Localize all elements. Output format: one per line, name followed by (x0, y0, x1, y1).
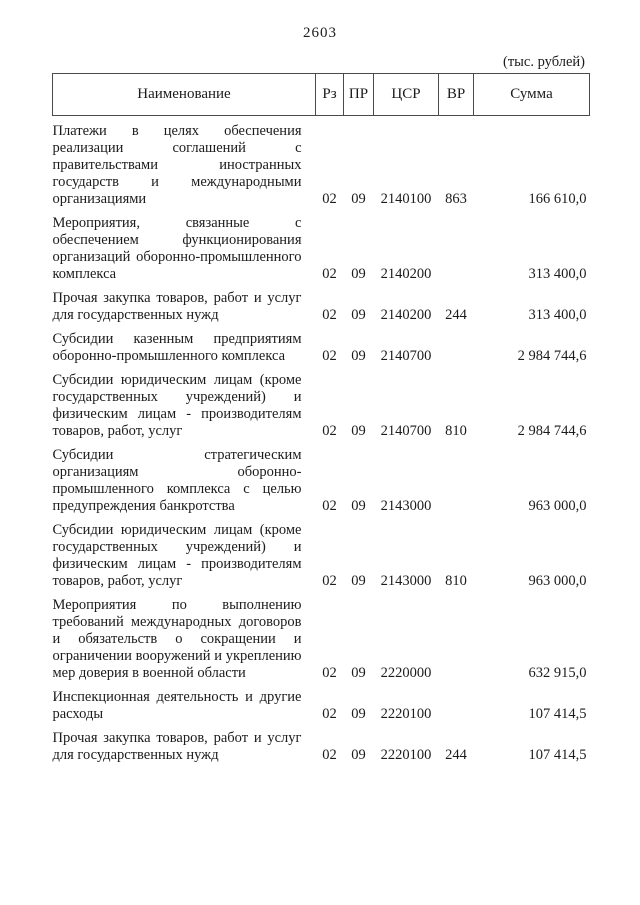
cell-vr: 244 (445, 747, 467, 763)
table-body (53, 116, 590, 765)
cell-summa: 313 400,0 (528, 307, 587, 323)
cell-name: Субсидии стратегическим организациям оборонно-промышленного комплекса с целью предупреждения банкротства (52, 447, 302, 514)
cell-name: Прочая закупка товаров, работ и услуг для государственных нужд (52, 730, 302, 763)
cell-summa: 107 414,5 (528, 747, 587, 763)
cell-pr: 09 (351, 706, 366, 722)
cell-summa: 963 000,0 (528, 498, 587, 514)
cell-pr: 09 (351, 191, 366, 207)
cell-name: Платежи в целях обеспечения реализации соглашений с правительствами иностранных государств и международными организациями (52, 123, 302, 207)
table-row (53, 116, 590, 209)
column-header-vr: ВР (439, 74, 474, 116)
cell-name: Мероприятия, связанные с обеспечением функционирования организаций оборонно-промышленного комплекса (52, 215, 302, 282)
cell-csr: 2140700 (380, 423, 432, 439)
cell-csr: 2220000 (380, 665, 432, 681)
cell-summa: 963 000,0 (528, 573, 587, 589)
table-header-row (53, 74, 590, 116)
cell-vr: 810 (445, 423, 467, 439)
cell-summa: 632 915,0 (528, 665, 587, 681)
budget-table (52, 73, 590, 764)
cell-pr: 09 (351, 423, 366, 439)
table-row (53, 208, 590, 283)
table-row (53, 324, 590, 365)
column-header-csr: ЦСР (374, 74, 439, 116)
cell-vr: 863 (445, 191, 467, 207)
cell-pr: 09 (351, 348, 366, 364)
cell-csr: 2140100 (380, 191, 432, 207)
cell-name: Прочая закупка товаров, работ и услуг для государственных нужд (52, 290, 302, 323)
table-header (53, 74, 590, 116)
table-row (53, 590, 590, 682)
cell-summa: 2 984 744,6 (517, 348, 587, 364)
cell-vr (439, 208, 474, 283)
column-header-summa: Сумма (474, 74, 590, 116)
cell-rz: 02 (322, 573, 337, 589)
cell-csr: 2140200 (380, 307, 432, 323)
table-row (53, 283, 590, 324)
cell-name: Субсидии казенным предприятиям оборонно-промышленного комплекса (52, 331, 302, 364)
cell-pr: 09 (351, 573, 366, 589)
cell-summa: 2 984 744,6 (517, 423, 587, 439)
cell-vr: 810 (445, 573, 467, 589)
cell-summa: 166 610,0 (528, 191, 587, 207)
table-row (53, 365, 590, 440)
cell-rz: 02 (322, 706, 337, 722)
cell-rz: 02 (322, 747, 337, 763)
table-row (53, 723, 590, 764)
page-number: 2603 (303, 25, 337, 41)
cell-summa: 107 414,5 (528, 706, 587, 722)
table-row (53, 682, 590, 723)
cell-vr (439, 440, 474, 515)
cell-name: Субсидии юридическим лицам (кроме государственных учреждений) и физическим лицам - производителям товаров, работ, услуг (52, 372, 302, 439)
cell-csr: 2220100 (380, 747, 432, 763)
cell-name: Мероприятия по выполнению требований международных договоров и обязательств о сокращении и ограничении вооружений и укреплению мер доверия в военной области (52, 597, 302, 681)
column-header-rz: Рз (316, 74, 344, 116)
units-label: (тыс. рублей) (503, 54, 585, 70)
cell-pr: 09 (351, 266, 366, 282)
cell-vr: 244 (445, 307, 467, 323)
cell-vr (439, 682, 474, 723)
cell-csr: 2140200 (380, 266, 432, 282)
cell-pr: 09 (351, 665, 366, 681)
cell-csr: 2143000 (380, 573, 432, 589)
cell-rz: 02 (322, 498, 337, 514)
cell-rz: 02 (322, 191, 337, 207)
cell-name: Инспекционная деятельность и другие расходы (52, 689, 302, 722)
cell-rz: 02 (322, 423, 337, 439)
column-header-name: Наименование (53, 74, 316, 116)
cell-rz: 02 (322, 307, 337, 323)
table-row (53, 440, 590, 515)
cell-name: Субсидии юридическим лицам (кроме государственных учреждений) и физическим лицам - производителям товаров, работ, услуг (52, 522, 302, 589)
cell-summa: 313 400,0 (528, 266, 587, 282)
cell-pr: 09 (351, 498, 366, 514)
cell-csr: 2143000 (380, 498, 432, 514)
column-header-pr: ПР (344, 74, 374, 116)
cell-csr: 2220100 (380, 706, 432, 722)
cell-rz: 02 (322, 266, 337, 282)
table-row (53, 515, 590, 590)
cell-vr (439, 590, 474, 682)
cell-vr (439, 324, 474, 365)
cell-csr: 2140700 (380, 348, 432, 364)
cell-pr: 09 (351, 307, 366, 323)
cell-rz: 02 (322, 348, 337, 364)
cell-pr: 09 (351, 747, 366, 763)
cell-rz: 02 (322, 665, 337, 681)
